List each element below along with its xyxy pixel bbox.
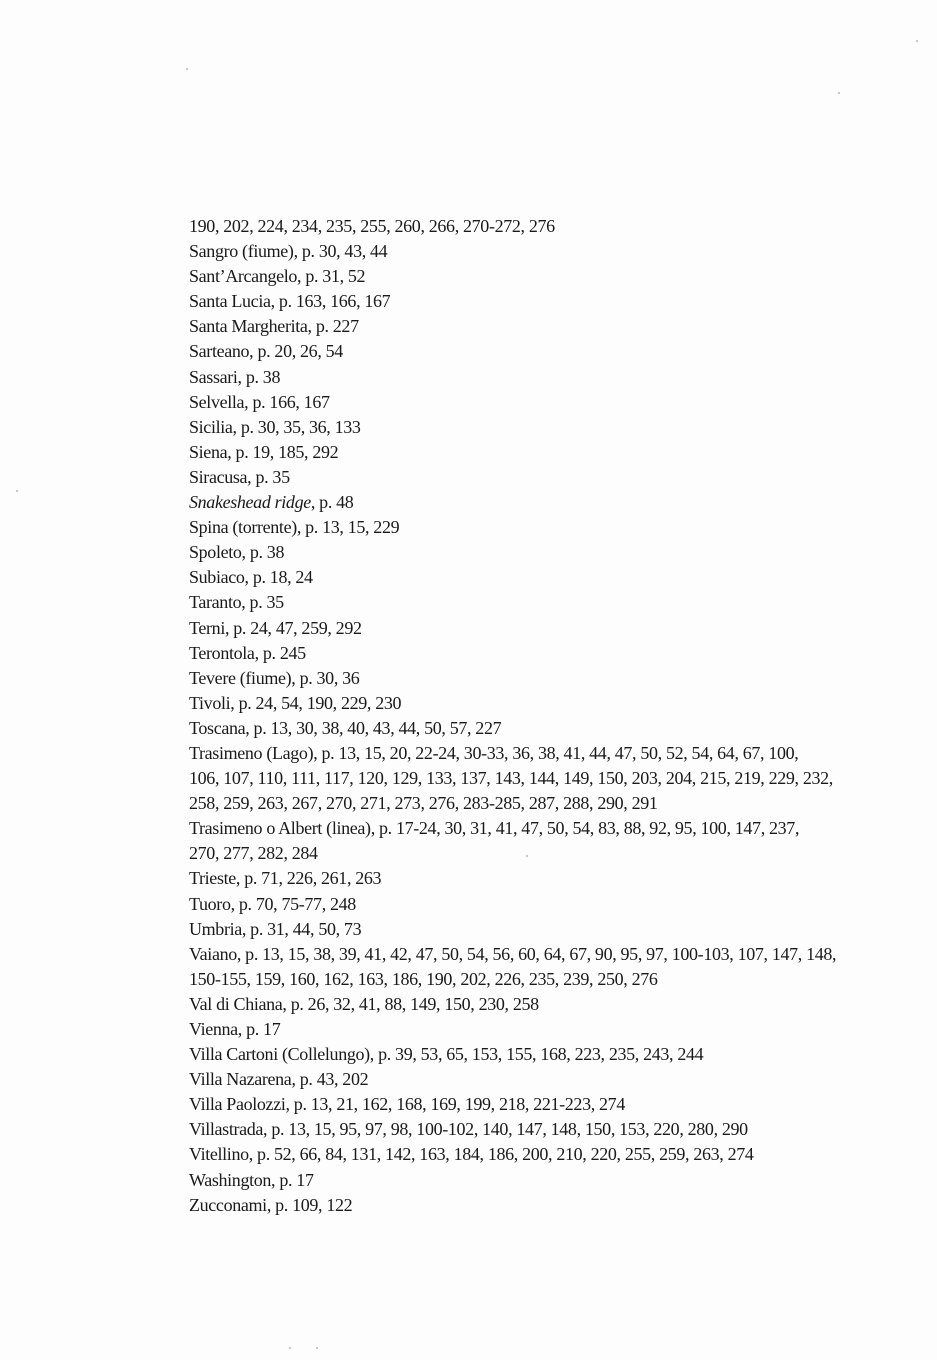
scan-speck [916,40,918,42]
index-entry [189,289,889,314]
index-entry [189,1142,889,1167]
index-entry-line: Sarteano, p. 20, 26, 54 [189,341,343,362]
index-entry [189,992,889,1017]
index-entry-line: Trasimeno (Lago), p. 13, 15, 20, 22-24, 30-33, 36, 38, 41, 44, 47, 50, 52, 54, 64, 67, 100, [189,742,799,763]
index-entry-line: Tivoli, p. 24, 54, 190, 229, 230 [189,692,402,713]
index-term-italic: Snakeshead ridge [189,492,311,513]
index-entry-line: Trasimeno o Albert (linea), p. 17-24, 30, 31, 41, 47, 50, 54, 83, 88, 92, 95, 100, 147, 237, [189,818,800,839]
index-entry [189,666,889,691]
index-entry [189,365,889,390]
index-entry-line: Vaiano, p. 13, 15, 38, 39, 41, 42, 47, 50, 54, 56, 60, 64, 67, 90, 95, 97, 100-103, 107, 147, 148, [189,943,837,964]
index-entry [189,565,889,590]
index-entry-line: Vitellino, p. 52, 66, 84, 131, 142, 163, 184, 186, 200, 210, 220, 255, 259, 263, 274 [189,1144,754,1165]
index-entry-line: Terontola, p. 245 [189,642,306,663]
index-entry-line: Taranto, p. 35 [189,592,284,613]
scan-speck [186,68,188,70]
index-entry [189,515,889,540]
index-entry [189,816,889,866]
index-entry [189,590,889,615]
index-entry [189,1168,889,1193]
index-entry-line: Umbria, p. 31, 44, 50, 73 [189,918,362,939]
place-name-index [189,214,889,1218]
index-entry-line: Subiaco, p. 18, 24 [189,567,313,588]
index-entry [189,616,889,641]
index-entry-line: Vienna, p. 17 [189,1019,281,1039]
scan-speck [316,1347,318,1349]
index-entry [189,314,889,339]
index-entry-line: Villa Cartoni (Collelungo), p. 39, 53, 65, 153, 155, 168, 223, 235, 243, 244 [189,1044,704,1065]
index-entry [189,1017,889,1042]
index-entry [189,1092,889,1117]
index-entry-line: Tuoro, p. 70, 75-77, 248 [189,893,356,914]
index-entry [189,339,889,364]
index-entry-line: Terni, p. 24, 47, 259, 292 [189,617,362,638]
index-entry-line: 150-155, 159, 160, 162, 163, 186, 190, 202, 226, 235, 239, 250, 276 [189,968,658,989]
index-entry [189,239,889,264]
index-entry-line: Siracusa, p. 35 [189,466,290,487]
index-entry-line: Santa Margherita, p. 227 [189,316,359,337]
index-entry-line [189,490,889,515]
index-entry-line: Sassari, p. 38 [189,366,281,387]
index-entry [189,540,889,565]
index-entry [189,691,889,716]
index-entry [189,641,889,666]
scan-speck [289,1347,291,1349]
index-entry-line: Santa Lucia, p. 163, 166, 167 [189,291,391,312]
index-entry-line: Tevere (fiume), p. 30, 36 [189,667,360,688]
index-entry-line: Siena, p. 19, 185, 292 [189,441,339,462]
index-entry-line: 190, 202, 224, 234, 235, 255, 260, 266, 270-272, 276 [189,216,555,236]
index-entry-line: Villastrada, p. 13, 15, 95, 97, 98, 100-102, 140, 147, 148, 150, 153, 220, 280, 290 [189,1119,748,1140]
index-entry-line: Sicilia, p. 30, 35, 36, 133 [189,416,361,437]
index-entry-line: Sant’Arcangelo, p. 31, 52 [189,266,366,287]
index-entry-line: Villa Paolozzi, p. 13, 21, 162, 168, 169, 199, 218, 221-223, 274 [189,1094,625,1115]
index-entry-line: Washington, p. 17 [189,1169,314,1190]
index-entry-line: Sangro (fiume), p. 30, 43, 44 [189,241,388,262]
index-entry [189,716,889,741]
index-entry [189,917,889,942]
index-entry-line: Spoleto, p. 38 [189,542,285,563]
index-entry [189,264,889,289]
index-entry [189,1117,889,1142]
index-entry-line: Spina (torrente), p. 13, 15, 229 [189,517,400,538]
index-entry [189,440,889,465]
index-entry-line: 270, 277, 282, 284 [189,843,318,864]
index-entry [189,1067,889,1092]
index-entry [189,866,889,891]
index-entry [189,214,889,239]
index-entry [189,942,889,992]
index-entry-line: Selvella, p. 166, 167 [189,391,330,412]
index-entry-line: Zucconami, p. 109, 122 [189,1194,353,1215]
index-entry-line: 106, 107, 110, 111, 117, 120, 129, 133, 137, 143, 144, 149, 150, 203, 204, 215, 219, 229, 232, [189,768,833,789]
index-entry-line: Trieste, p. 71, 226, 261, 263 [189,868,382,889]
index-entry [189,892,889,917]
index-entry-line: Val di Chiana, p. 26, 32, 41, 88, 149, 150, 230, 258 [189,993,539,1014]
index-page-refs: , p. 48 [310,492,354,513]
index-entry [189,1193,889,1218]
index-entry [189,741,889,816]
index-entry-line: Villa Nazarena, p. 43, 202 [189,1069,369,1090]
index-entry-line: 258, 259, 263, 267, 270, 271, 273, 276, 283-285, 287, 288, 290, 291 [189,793,658,814]
index-entry [189,415,889,440]
index-entry-line: Toscana, p. 13, 30, 38, 40, 43, 44, 50, 57, 227 [189,717,502,738]
index-entry [189,390,889,415]
scan-speck [838,92,840,94]
scan-speck [16,490,18,492]
index-entry [189,490,889,515]
index-entry [189,1042,889,1067]
index-entry [189,465,889,490]
